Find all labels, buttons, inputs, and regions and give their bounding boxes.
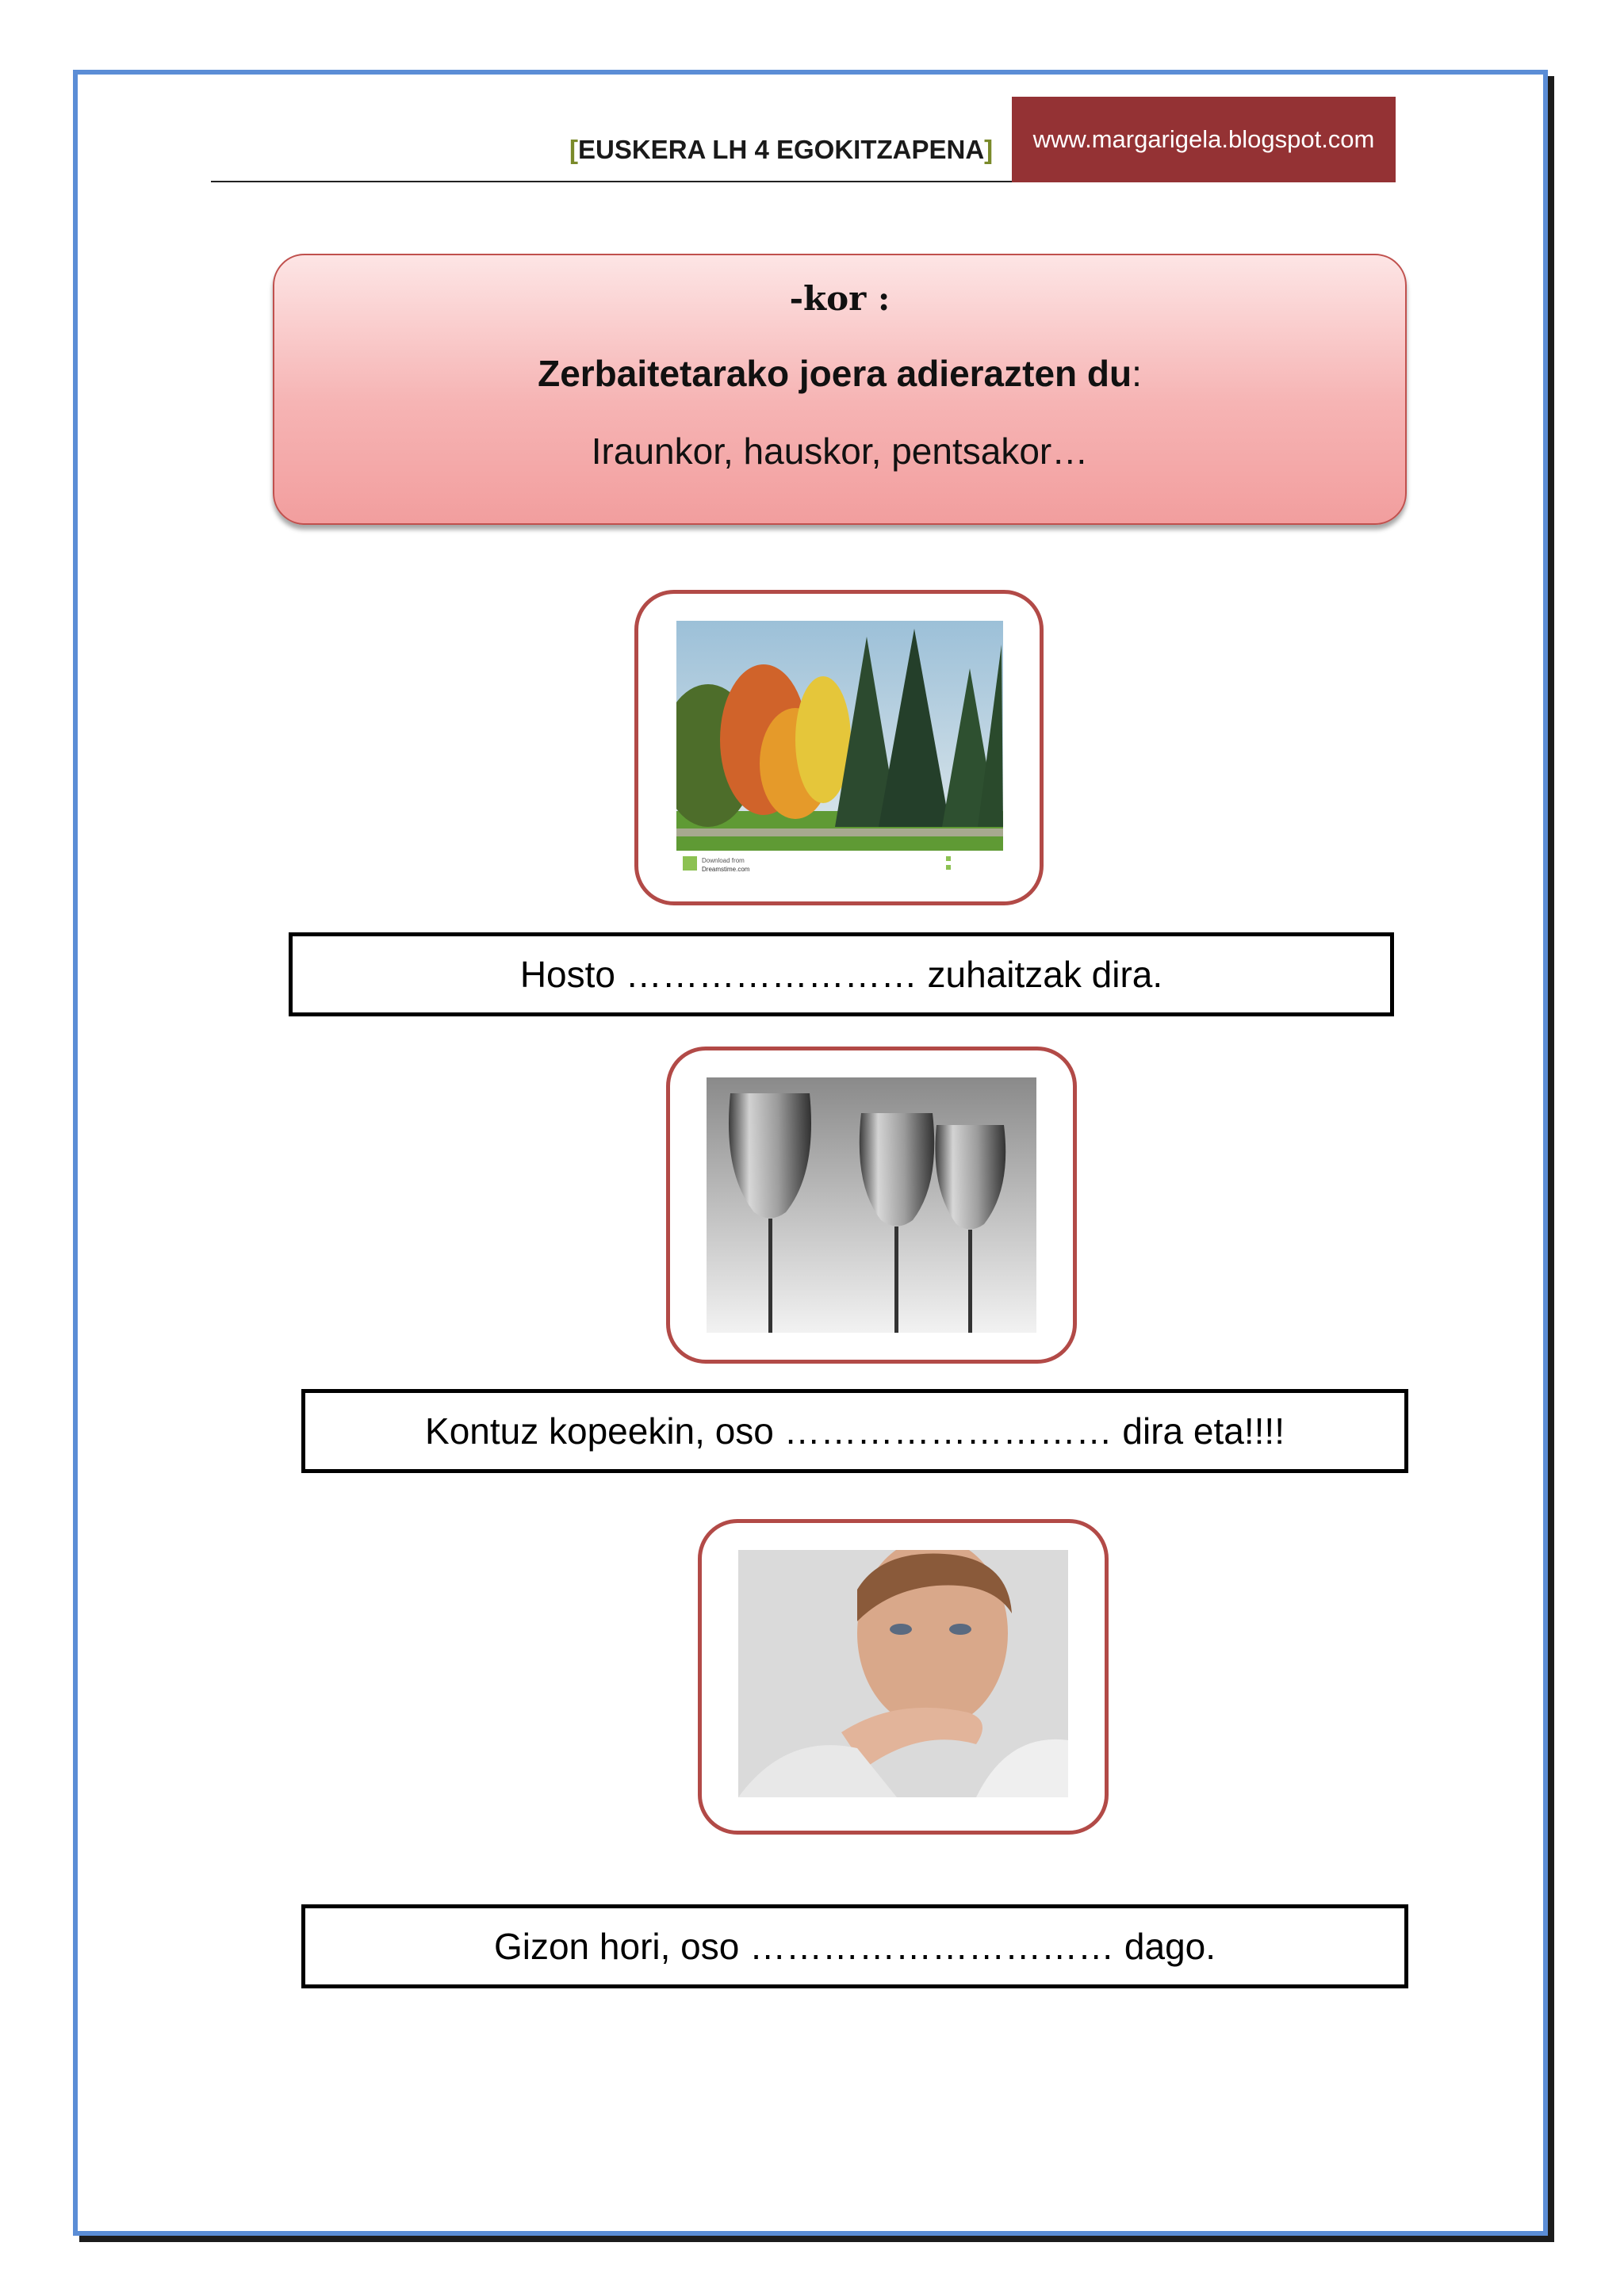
suffix-title: -kor : [789, 279, 891, 318]
definition-box [273, 254, 1407, 525]
fill-in-sentence-3[interactable] [301, 1904, 1408, 1988]
watermark-line2: Dreamstime.com [702, 866, 750, 873]
sentence-text: Kontuz kopeekin, oso ……………………… dira eta!!!! [425, 1410, 1285, 1452]
trees-photo [676, 621, 1003, 882]
website-url: www.margarigela.blogspot.com [1032, 125, 1375, 153]
sentence-text: Hosto …………………… zuhaitzak dira. [519, 954, 1163, 995]
wine-glasses-photo [707, 1077, 1036, 1333]
definition-examples: Iraunkor, hauskor, pentsakor… [591, 430, 1089, 472]
document-header-title: [EUSKERA LH 4 EGOKITZAPENA] [569, 135, 994, 164]
fill-in-sentence-1[interactable] [289, 932, 1394, 1016]
watermark-line1: Download from [702, 857, 745, 864]
image-frame-thinking-man [698, 1519, 1109, 1835]
sentence-text: Gizon hori, oso ………………………… dago. [493, 1926, 1216, 1967]
fill-in-sentence-2[interactable] [301, 1389, 1408, 1473]
website-banner [1012, 97, 1396, 182]
header-divider [211, 181, 1012, 182]
thinking-man-photo [738, 1550, 1068, 1797]
image-frame-trees [634, 590, 1044, 905]
definition-meaning: Zerbaitetarako joera adierazten du: [538, 353, 1142, 394]
image-frame-wine-glasses [666, 1047, 1077, 1364]
